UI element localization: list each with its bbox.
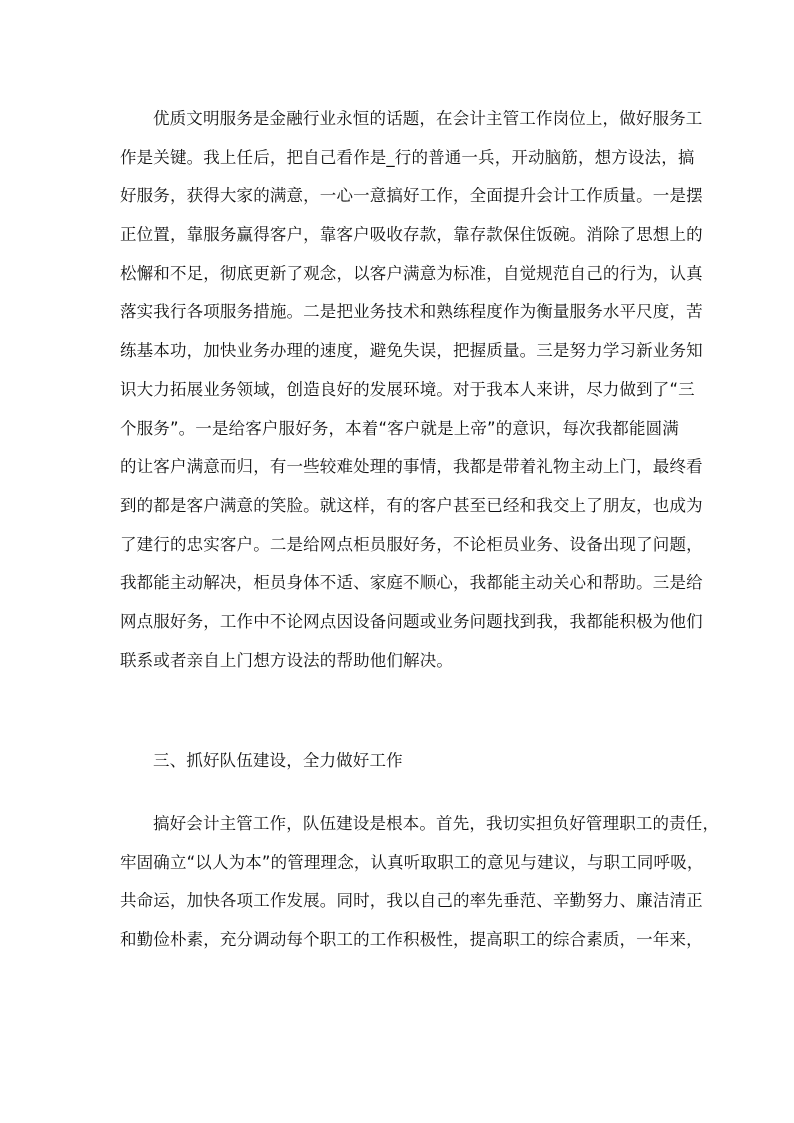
paragraph-service (120, 100, 703, 680)
text-line: 落实我行各项服务措施。二是把业务技术和熟练程度作为衡量服务水平尺度，苦 (120, 302, 703, 322)
text-line: 共命运，加快各项工作发展。同时，我以自己的率先垂范、辛勤努力、廉洁清正 (120, 891, 703, 911)
text-line: 作是关键。我上任后，把自己看作是_行的普通一兵，开动脑筋，想方设法，搞 (120, 147, 695, 167)
text-line: 联系或者亲自上门想方设法的帮助他们解决。 (120, 650, 453, 670)
section-heading (120, 742, 676, 781)
text-line: 和勤俭朴素，充分调动每个职工的工作积极性，提高职工的综合素质，一年来， (120, 930, 703, 950)
text-line: 优质文明服务是金融行业永恒的话题，在会计主管工作岗位上，做好服务工 (153, 109, 703, 128)
text-line: 松懈和不足，彻底更新了观念，以客户满意为标准，自觉规范自己的行为，认真 (120, 263, 703, 283)
text-line: 我都能主动解决，柜员身体不适、家庭不顺心，我都能主动关心和帮助。三是给 (120, 573, 703, 593)
text-line: 的让客户满意而归，有一些较难处理的事情，我都是带着礼物主动上门，最终看 (120, 457, 703, 477)
text-line: 到的都是客户满意的笑脸。就这样，有的客户甚至已经和我交上了朋友，也成为 (120, 495, 703, 515)
text-line: 了建行的忠实客户。二是给网点柜员服好务，不论柜员业务、设备出现了问题， (120, 534, 703, 554)
text-line: 个服务”。一是给客户服好务，本着“客户就是上帝”的意识，每次我都能圆满 (120, 418, 679, 438)
text-line: 好服务，获得大家的满意，一心一意搞好工作，全面提升会计工作质量。一是摆 (120, 186, 703, 206)
paragraph-team-building (120, 805, 720, 960)
text-line: 练基本功，加快业务办理的速度，避免失误，把握质量。三是努力学习新业务知 (120, 341, 703, 361)
text-line: 正位置，靠服务赢得客户，靠客户吸收存款，靠存款保住饭碗。消除了思想上的 (120, 225, 703, 245)
text-line: 网点服好务，工作中不论网点因设备问题或业务问题找到我，我都能积极为他们 (120, 611, 703, 631)
text-line: 搞好会计主管工作，队伍建设是根本。首先，我切实担负好管理职工的责任， (153, 814, 720, 833)
text-line: 牢固确立“以人为本”的管理理念，认真听取职工的意见与建议，与职工同呼吸， (120, 852, 704, 872)
section-heading-text: 三、抓好队伍建设，全力做好工作 (153, 751, 403, 770)
text-line: 识大力拓展业务领域，创造良好的发展环境。对于我本人来讲，尽力做到了“三 (120, 379, 695, 399)
